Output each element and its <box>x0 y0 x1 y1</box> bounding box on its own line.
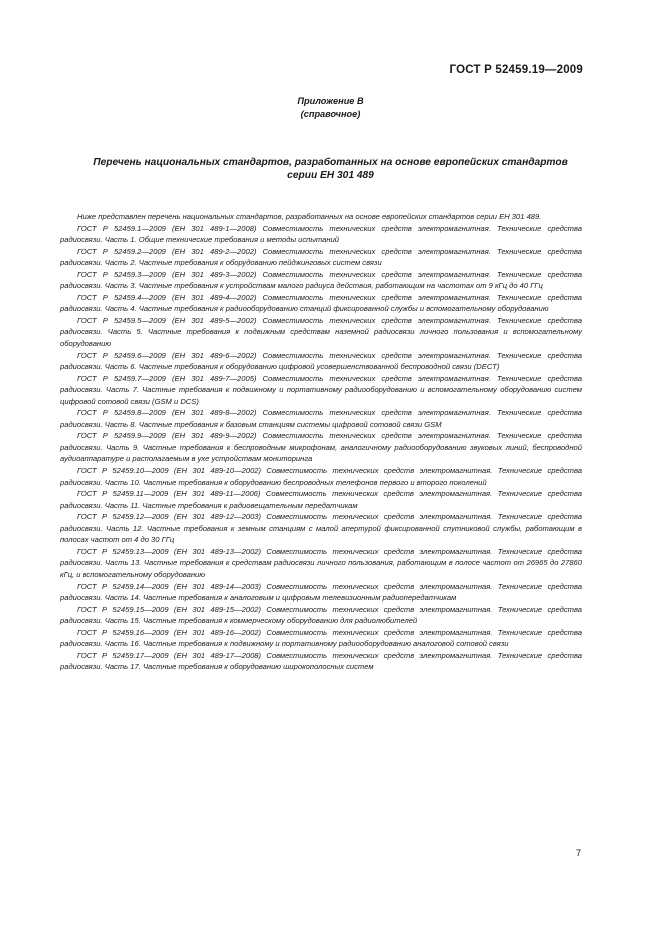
standard-item: ГОСТ Р 52459.11—2009 (ЕН 301 489-11—2006) Совместимость технических средств электромагнитная. Технические средства радиосвязи. Часть 11. Частные требования к радиовещательным передатчикам <box>60 489 582 510</box>
standard-item: ГОСТ Р 52459.1—2009 (ЕН 301 489-1—2008) Совместимость технических средств электромагнитная. Технические средства радиосвязи. Часть 1. Общие технические требования и методы испытаний <box>60 223 582 245</box>
standard-item: ГОСТ Р 52459.17—2009 (ЕН 301 489-17—2008) Совместимость технических средств электромагнитная. Технические средства радиосвязи. Часть 17. Частные требования к оборудованию широкополосных систем <box>60 650 582 672</box>
standard-item: ГОСТ Р 52459.4—2009 (ЕН 301 489-4—2002) Совместимость технических средств электромагнитная. Технические средства радиосвязи. Часть 4. Частные требования к радиооборудованию станций фиксированной службы и вспомогательному оборудованию <box>60 292 582 314</box>
standard-item: ГОСТ Р 52459.10—2009 (ЕН 301 489-10—2002) Совместимость технических средств электромагнитная. Технические средства радиосвязи. Часть 10. Частные требования к оборудованию беспроводных телефонов первого и второго поколений <box>60 466 582 487</box>
intro-paragraph: Ниже представлен перечень национальных стандартов, разработанных на основе европейских стандартов серии ЕН 301 489. <box>77 212 542 221</box>
standard-item: ГОСТ Р 52459.7—2009 (ЕН 301 489-7—2005) Совместимость технических средств электромагнитная. Технические средства радиосвязи. Часть 7. Частные требования к подвижному и портативному радиооборудованию и вспомогательному оборудованию систем цифровой сотовой связи (GSM и DCS) <box>60 373 582 406</box>
appendix-title <box>60 156 601 182</box>
standard-item: ГОСТ Р 52459.3—2009 (ЕН 301 489-3—2002) Совместимость технических средств электромагнитная. Технические средства радиосвязи. Часть 3. Частные требования к устройствам малого радиуса действия, работающим на частотах от 9 кГц до 40 ГГц <box>60 269 582 291</box>
title-line-1: Перечень национальных стандартов, разработанных на основе европейских стандартов <box>93 157 568 168</box>
title-line-2: серии ЕН 301 489 <box>287 170 374 181</box>
document-code: ГОСТ Р 52459.19—2009 <box>449 64 583 76</box>
standards-list <box>60 211 582 673</box>
appendix-kind: (справочное) <box>300 109 361 119</box>
appendix-heading <box>0 95 661 121</box>
standard-item: ГОСТ Р 52459.15—2009 (ЕН 301 489-15—2002) Совместимость технических средств электромагнитная. Технические средства радиосвязи. Часть 15. Частные требования к коммерческому оборудованию для радиолюбителей <box>60 604 582 626</box>
standard-item: ГОСТ Р 52459.5—2009 (ЕН 301 489-5—2002) Совместимость технических средств электромагнитная. Технические средства радиосвязи. Часть 5. Частные требования к подвижным средствам наземной радиосвязи личного пользования и вспомогательному оборудованию <box>60 315 582 349</box>
page-number: 7 <box>575 848 581 858</box>
standard-item: ГОСТ Р 52459.2—2009 (ЕН 301 489-2—2002) Совместимость технических средств электромагнитная. Технические средства радиосвязи. Часть 2. Частные требования к оборудованию пейджинговых систем связи <box>60 246 582 268</box>
standard-item: ГОСТ Р 52459.8—2009 (ЕН 301 489-8—2002) Совместимость технических средств электромагнитная. Технические средства радиосвязи. Часть 8. Частные требования к базовым станциям системы цифровой сотовой связи GSM <box>60 408 582 429</box>
standard-item: ГОСТ Р 52459.14—2009 (ЕН 301 489-14—2003) Совместимость технических средств электромагнитная. Технические средства радиосвязи. Часть 14. Частные требования к аналоговым и цифровым телевизионным радиопередатчикам <box>60 581 582 603</box>
standard-item: ГОСТ Р 52459.6—2009 (ЕН 301 489-6—2002) Совместимость технических средств электромагнитная. Технические средства радиосвязи. Часть 6. Частные требования к оборудованию цифровой усовершенствованной беспроводной связи (DECT) <box>60 350 582 372</box>
standard-item: ГОСТ Р 52459.13—2009 (ЕН 301 489-13—2002) Совместимость технических средств электромагнитная. Технические средства радиосвязи. Часть 13. Частные требования к средствам радиосвязи личного пользования, работающим в полосе частот от 26965 до 27860 кГц, и вспомогательному оборудованию <box>60 546 582 579</box>
standard-item: ГОСТ Р 52459.16—2009 (ЕН 301 489-16—2002) Совместимость технических средств электромагнитная. Технические средства радиосвязи. Часть 16. Частные требования к подвижному и портативному радиооборудованию аналоговой сотовой связи <box>60 627 582 649</box>
appendix-label: Приложение В <box>297 96 364 106</box>
standard-item: ГОСТ Р 52459.12—2009 (ЕН 301 489-12—2003) Совместимость технических средств электромагнитная. Технические средства радиосвязи. Часть 12. Частные требования к земным станциям с малой апертурой фиксированной спутниковой службы, работающим в полосах частот от 4 до 30 ГГц <box>60 512 582 545</box>
standard-item: ГОСТ Р 52459.9—2009 (ЕН 301 489-9—2002) Совместимость технических средств электромагнитная. Технические средства радиосвязи. Часть 9. Частные требования к беспроводным микрофонам, аналогичному радиооборудованию звуковых линий, беспроводной аудиоаппаратуре и располагаемым в ухе устройствам мониторинга <box>60 431 582 464</box>
